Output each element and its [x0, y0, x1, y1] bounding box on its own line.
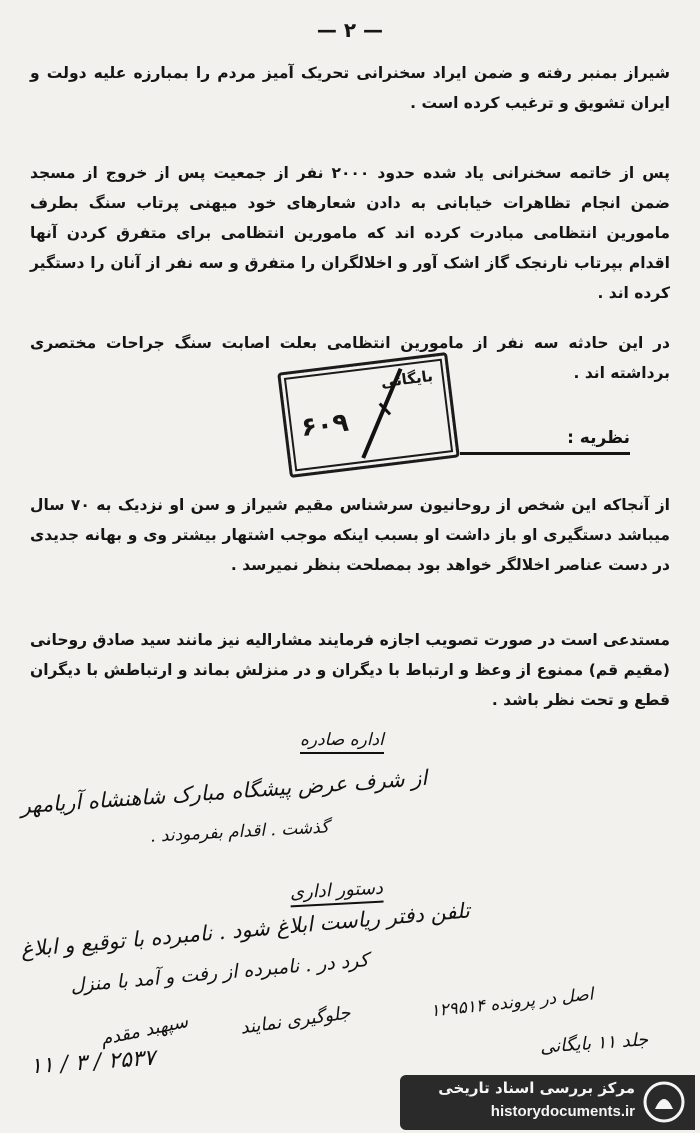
archive-logo-icon [643, 1081, 685, 1123]
paragraph-5 [30, 625, 670, 715]
watermark-banner [400, 1075, 695, 1130]
paragraph-4 [30, 490, 670, 580]
handwritten-line-1: از شرف عرض پیشگاه مبارک شاهنشاه آریامهر [19, 765, 428, 819]
paragraph-text: از آنجاکه این شخص از روحانیون سرشناس مقیم شیراز و سن او نزدیک به ۷۰ سال میباشد دستگیری او باز داشت او بسبب اینکه موجب اشتهار بیشتر وی و بهانه جدیدی در دست عناصر اخلالگر خواهد بود بمصلحت بنظر نمیرسد . [30, 496, 670, 574]
handwritten-archive-note-1: اصل در پرونده ۱۲۹۵۱۴ [429, 984, 595, 1022]
handwritten-line-5: جلوگیری نمایند [239, 1002, 352, 1039]
handwritten-office-note: اداره صادره [300, 730, 384, 754]
handwritten-line-3: تلفن دفتر ریاست ابلاغ شود . نامبرده با توقیع و ابلاغ [19, 898, 471, 962]
opinion-heading: نظریه : [460, 428, 630, 455]
paragraph-3 [30, 328, 670, 388]
watermark-name: مرکز بررسی اسناد تاریخی [438, 1079, 635, 1097]
handwritten-line-4: کرد در . نامبرده از رفت و آمد با منزل [69, 949, 370, 997]
handwritten-archive-note-2: جلد ۱۱ بایگانی [539, 1029, 649, 1058]
paragraph-2 [30, 158, 670, 308]
handwritten-date: ۱۱ / ۳ / ۲۵۳۷ [29, 1045, 157, 1080]
paragraph-text: شیراز بمنبر رفته و ضمن ایراد سخنرانی تحریک آمیز مردم را بمبارزه علیه دولت و ایران تشویق و ترغیب کرده است . [30, 64, 670, 112]
handwritten-line-2: گذشت . اقدام بفرمودند . [149, 817, 330, 847]
paragraph-text: مستدعی است در صورت تصویب اجازه فرمایند مشارالیه نیز مانند سید صادق روحانی (مقیم قم) ممنوع از وعظ و ارتباط با دیگران و در منزلش بماند و ارتباطش با دیگران قطع و تحت نظر باشد . [30, 631, 670, 709]
stamp-label: بایگانی [379, 366, 434, 392]
handwritten-signature: سپهبد مقدم [98, 1011, 190, 1050]
paragraph-1 [30, 58, 670, 118]
stamp-number: ۶۰۹ [299, 407, 351, 444]
watermark-url: historydocuments.ir [490, 1103, 635, 1120]
paragraph-text: پس از خاتمه سخنرانی یاد شده حدود ۲۰۰۰ نفر از جمعیت پس از خروج از مسجد ضمن انجام تظاهرات خیابانی به دادن شعارهای خود میهنی پرتاب سنگ بطرف مامورین انتظامی مبادرت کرده اند که مامورین انتظامی برای متفرق کردن آنها اقدام بپرتاب نارنجک گاز اشک آور و اخلالگران را متفرق و سه نفر از آنان را دستگیر کرده اند . [30, 164, 671, 302]
paragraph-text: در این حادثه سه نفر از مامورین انتظامی بعلت اصابت سنگ جراحات مختصری برداشته اند . [30, 334, 670, 382]
handwritten-command-title: دستور اداری [289, 878, 383, 908]
page-number: — ۲ — [316, 18, 384, 42]
